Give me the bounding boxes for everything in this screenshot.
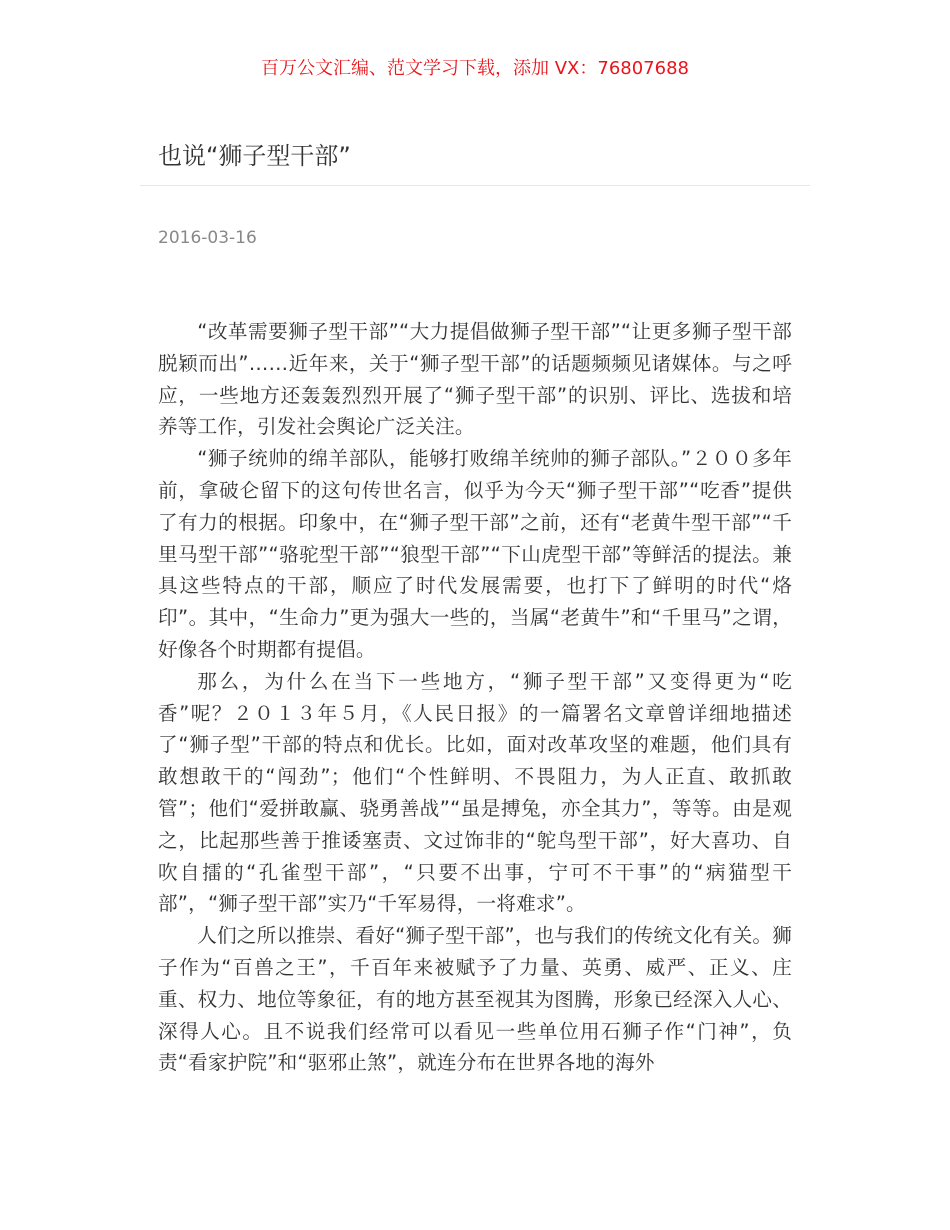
article-paragraph: “狮子统帅的绵羊部队，能够打败绵羊统帅的狮子部队。”２００多年前，拿破仑留下的这句传世名言，似乎为今天“狮子型干部”“吃香”提供了有力的根据。印象中，在“狮子型干部”之前，还有“老黄牛型干部”“千里马型干部”“骆驼型干部”“狼型干部”“下山虎型干部”等鲜活的提法。兼具这些特点的干部，顺应了时代发展需要，也打下了鲜明的时代“烙印”。其中，“生命力”更为强大一些的，当属“老黄牛”和“千里马”之谓，好像各个时期都有提倡。 bbox=[158, 447, 792, 661]
download-banner: 百万公文汇编、范文学习下载，添加 VX：76807688 bbox=[261, 58, 689, 79]
article-body bbox=[158, 316, 792, 1079]
article-title: 也说“狮子型干部” bbox=[158, 142, 351, 170]
title-divider bbox=[140, 185, 810, 186]
article-paragraph: 人们之所以推崇、看好“狮子型干部”，也与我们的传统文化有关。狮子作为“百兽之王”，千百年来被赋予了力量、英勇、威严、正义、庄重、权力、地位等象征，有的地方甚至视其为图腾，形象已经深入人心、深得人心。且不说我们经常可以看见一些单位用石狮子作“门神”，负责“看家护院”和“驱邪止煞”，就连分布在世界各地的海外 bbox=[158, 924, 792, 1075]
article-paragraph: “改革需要狮子型干部”“大力提倡做狮子型干部”“让更多狮子型干部脱颖而出”……近年来，关于“狮子型干部”的话题频频见诸媒体。与之呼应，一些地方还轰轰烈烈开展了“狮子型干部”的识别、评比、选拔和培养等工作，引发社会舆论广泛关注。 bbox=[158, 320, 792, 439]
article-paragraph: 那么，为什么在当下一些地方，“狮子型干部”又变得更为“吃香”呢？２０１３年５月，《人民日报》的一篇署名文章曾详细地描述了“狮子型”干部的特点和优长。比如，面对改革攻坚的难题，他们具有敢想敢干的“闯劲”；他们“个性鲜明、不畏阻力，为人正直、敢抓敢管”；他们“爱拼敢赢、骁勇善战”“虽是搏兔，亦全其力”，等等。由是观之，比起那些善于推诿塞责、文过饰非的“鸵鸟型干部”，好大喜功、自吹自擂的“孔雀型干部”，“只要不出事，宁可不干事”的“病猫型干部”，“狮子型干部”实乃“千军易得，一将难求”。 bbox=[158, 669, 792, 916]
publish-date: 2016-03-16 bbox=[158, 228, 257, 248]
